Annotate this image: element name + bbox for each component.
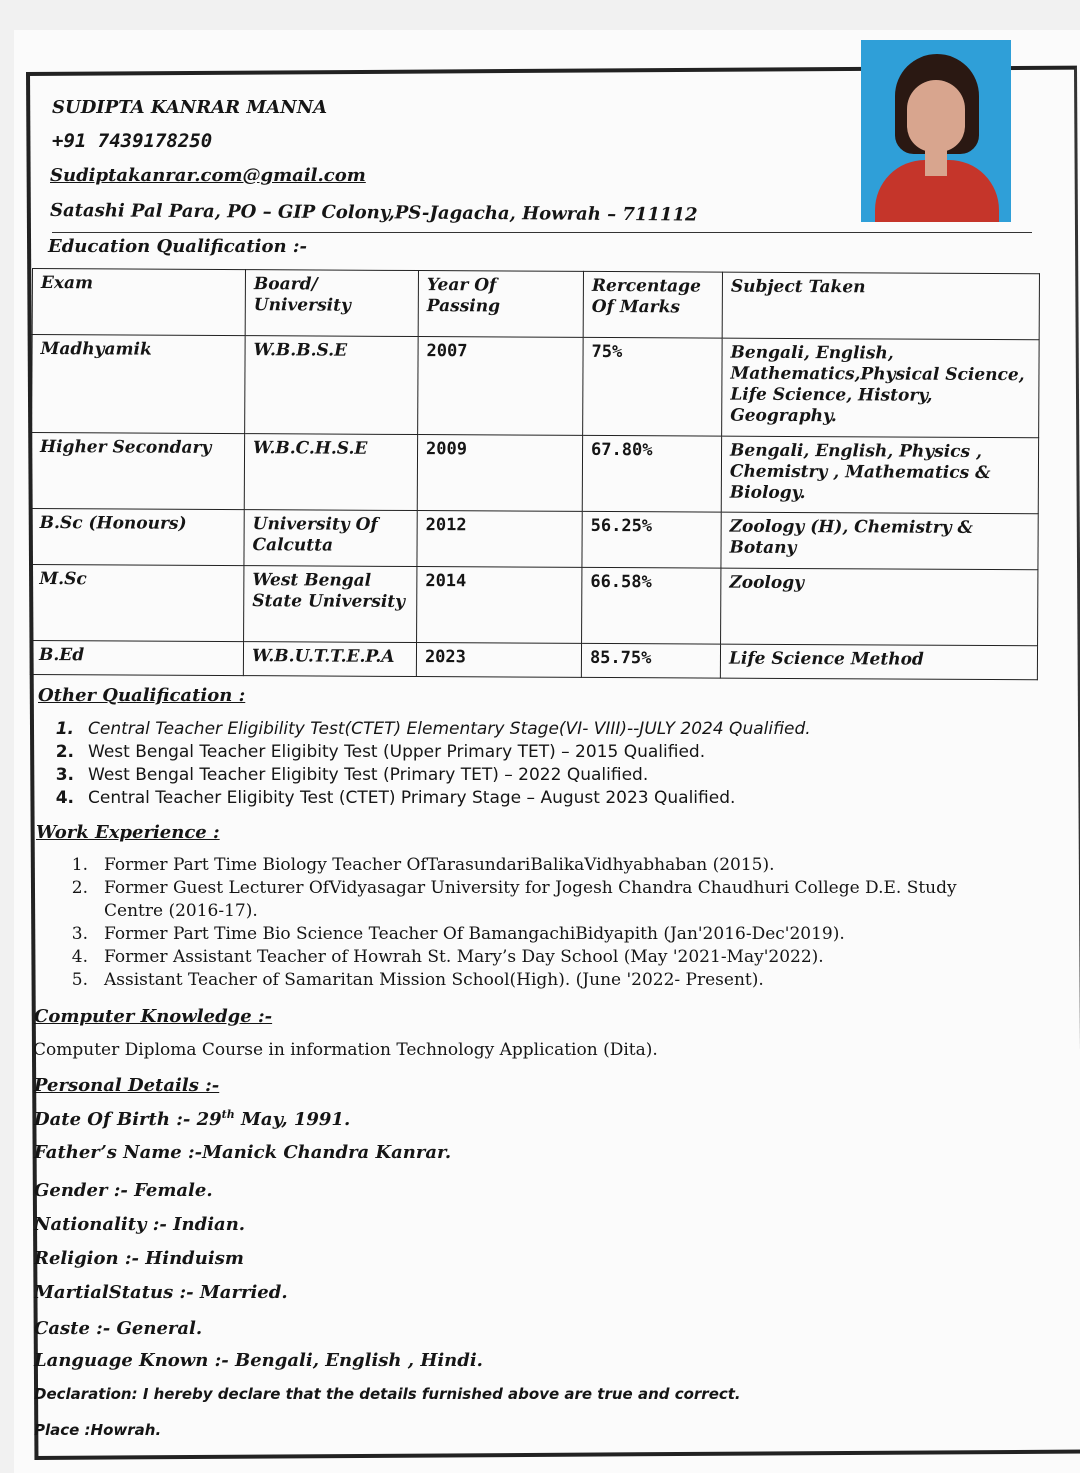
declaration: Declaration: I hereby declare that the details furnished above are true and correct.	[34, 1385, 741, 1403]
item-number: 5.	[71, 970, 88, 990]
dob-rest: May, 1991.	[234, 1109, 351, 1130]
computer-knowledge-heading: Computer Knowledge :-	[34, 1006, 273, 1027]
cell-exam: B.Sc (Honours)	[31, 508, 244, 565]
cell-year: 2009	[417, 435, 582, 512]
cell-year: 2014	[417, 567, 582, 644]
item-text: Assistant Teacher of Samaritan Mission School(High). (June '2022- Present).	[104, 970, 764, 990]
other-qualification-heading: Other Qualification :	[38, 685, 246, 706]
item-text: Centre (2016-17).	[104, 901, 258, 921]
item-number: 1.	[55, 719, 74, 739]
cell-board: W.B.B.S.E	[245, 336, 419, 435]
nationality: Nationality :- Indian.	[34, 1214, 246, 1235]
languages-known: Language Known :- Bengali, English , Hindi.	[34, 1350, 483, 1371]
cell-year: 2007	[418, 337, 584, 436]
item-text: West Bengal Teacher Eligibity Test (Primary TET) – 2022 Qualified.	[88, 765, 649, 785]
phone-number: +91 7439178250	[52, 130, 213, 152]
cell-marks: 56.25%	[582, 511, 721, 568]
cell-exam: Madhyamik	[32, 335, 246, 434]
table-row	[30, 640, 1037, 679]
table-row	[31, 564, 1038, 645]
header-divider	[52, 232, 1032, 233]
column-header: Board/ University	[245, 270, 418, 337]
list-item-continuation	[58, 900, 957, 923]
cell-board: W.B.U.T.T.E.P.A	[243, 642, 416, 677]
column-header: Subject Taken	[722, 272, 1039, 340]
candidate-name: SUDIPTA KANRAR MANNA	[52, 97, 328, 118]
cell-year: 2012	[417, 511, 582, 568]
cell-subjects: Bengali, English, Mathematics,Physical Science, Life Science, History, Geography.	[722, 338, 1040, 438]
column-header: Exam	[32, 269, 245, 336]
postal-address: Satashi Pal Para, PO – GIP Colony,PS-Jagacha, Howrah – 711112	[49, 200, 698, 226]
computer-knowledge-text: Computer Diploma Course in information Technology Application (Dita).	[33, 1040, 658, 1060]
cell-marks: 66.58%	[582, 567, 721, 644]
gender: Gender :- Female.	[34, 1180, 213, 1201]
list-item	[58, 923, 957, 946]
profile-photo	[861, 40, 1011, 222]
place: Place :Howrah.	[34, 1421, 162, 1439]
education-heading: Education Qualification :-	[48, 236, 307, 257]
column-header: Year Of Passing	[418, 271, 583, 338]
list-item	[40, 764, 811, 787]
other-qualification-list	[40, 718, 811, 810]
item-text: Former Part Time Biology Teacher OfTarasundariBalikaVidhyabhaban (2015).	[104, 855, 775, 875]
cell-exam: B.Ed	[30, 640, 243, 675]
item-number: 4.	[55, 788, 74, 808]
item-number: 3.	[71, 924, 88, 944]
list-item	[58, 946, 957, 969]
item-text: Central Teacher Eligibity Test (CTET) Primary Stage – August 2023 Qualified.	[88, 788, 736, 808]
caste: Caste :- General.	[34, 1318, 203, 1339]
dob-suffix: th	[221, 1108, 235, 1121]
education-table	[30, 268, 1040, 680]
item-text: Former Part Time Bio Science Teacher Of BamangachiBidyapith (Jan'2016-Dec'2019).	[104, 924, 845, 944]
list-item	[58, 854, 957, 877]
cell-board: University Of Calcutta	[244, 510, 417, 567]
cell-marks: 67.80%	[582, 435, 721, 512]
cell-subjects: Life Science Method	[720, 644, 1037, 680]
cell-marks: 85.75%	[581, 643, 720, 678]
marital-status: MartialStatus :- Married.	[34, 1282, 288, 1303]
cell-marks: 75%	[583, 337, 723, 436]
item-number: 3.	[55, 765, 74, 785]
list-item	[40, 741, 811, 764]
list-item	[40, 787, 811, 810]
cell-board: W.B.C.H.S.E	[244, 434, 417, 511]
work-experience-list	[58, 854, 957, 992]
item-text: Former Assistant Teacher of Howrah St. Mary’s Day School (May '2021-May'2022).	[104, 947, 824, 967]
date-of-birth	[34, 1108, 350, 1130]
religion: Religion :- Hinduism	[34, 1248, 244, 1269]
dob-label: Date Of Birth :- 29	[34, 1109, 222, 1130]
item-number: 1.	[71, 855, 88, 875]
list-item	[40, 718, 811, 741]
table-row	[31, 433, 1038, 514]
cell-subjects: Zoology	[721, 568, 1038, 646]
personal-details-heading: Personal Details :-	[34, 1075, 220, 1096]
cell-exam: Higher Secondary	[31, 433, 244, 510]
cell-year: 2023	[416, 643, 581, 678]
column-header: Rercentage Of Marks	[583, 271, 722, 338]
list-item	[58, 969, 957, 992]
item-text: Former Guest Lecturer OfVidyasagar University for Jogesh Chandra Chaudhuri College D.E. Study	[104, 878, 957, 898]
item-number: 2.	[55, 742, 74, 762]
work-experience-heading: Work Experience :	[36, 822, 220, 843]
cell-subjects: Bengali, English, Physics , Chemistry , Mathematics & Biology.	[721, 436, 1038, 514]
table-row	[32, 335, 1039, 438]
item-number: 4.	[71, 947, 88, 967]
item-number: 2.	[71, 878, 88, 898]
table-header-row	[32, 269, 1039, 340]
cell-exam: M.Sc	[31, 564, 244, 641]
item-text: Central Teacher Eligibility Test(CTET) Elementary Stage(VI- VIII)--JULY 2024 Qualified.	[88, 719, 811, 739]
email-address[interactable]: Sudiptakanrar.com@gmail.com	[50, 165, 366, 186]
cell-subjects: Zoology (H), Chemistry & Botany	[721, 512, 1038, 570]
table-row	[31, 508, 1038, 569]
cell-board: West Bengal State University	[244, 566, 417, 643]
item-text: West Bengal Teacher Eligibity Test (Upper Primary TET) – 2015 Qualified.	[88, 742, 706, 762]
fathers-name: Father’s Name :-Manick Chandra Kanrar.	[34, 1142, 452, 1163]
list-item	[58, 877, 957, 900]
